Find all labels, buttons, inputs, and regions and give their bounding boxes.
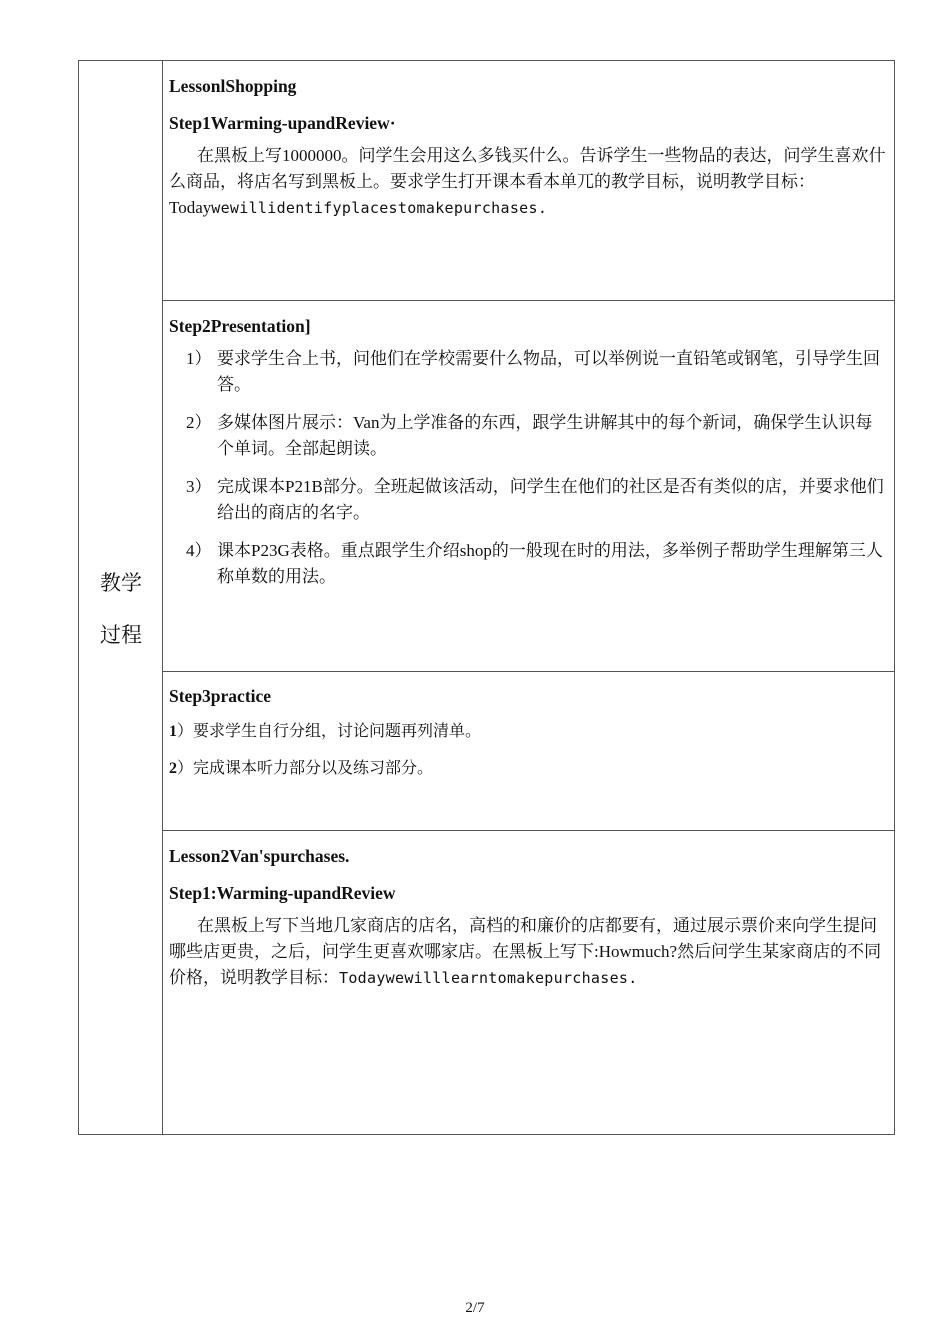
label-line-1: 教学 <box>100 571 142 595</box>
lesson2-step1-title: Step1:Warming-upandReview <box>169 883 396 903</box>
list-item: 2） 多媒体图片展示：Van为上学准备的东西，跟学生讲解其中的每个新词，确保学生认识每个单词。全部起朗读。 <box>186 413 873 458</box>
list-item: 1） 要求学生合上书，问他们在学校需要什么物品，可以举例说一直铅笔或钢笔，引导学生回答。 <box>186 349 880 394</box>
step3-title: Step3practice <box>169 686 272 706</box>
step1-paragraph-cn: 在黑板上写1000000。问学生会用这么多钱买什么。告诉学生一些物品的表达，问学生喜欢什么商品，将店名写到黑板上。要求学生打开课本看本单兀的教学目标，说明教学目标：Today <box>169 146 886 217</box>
lesson2-step1-paragraph <box>169 913 886 991</box>
list-item: 4） 课本P23G表格。重点跟学生介绍shop的一般现在时的用法，多举例子帮助学生理解第三人称单数的用法。 <box>186 541 883 586</box>
teaching-process-label <box>79 557 163 661</box>
label-line-2: 过程 <box>100 623 142 647</box>
list-item: 1）要求学生自行分组，讨论问题再列清单。 <box>169 723 482 740</box>
lesson1-title: LessonlShopping <box>169 76 297 96</box>
step1-paragraph <box>169 143 886 221</box>
step1-paragraph-en: wewillidentifyplacestomakepurchases. <box>211 199 548 217</box>
lesson2-paragraph-cn: 在黑板上写下当地几家商店的店名，高档的和廉价的店都要有，通过展示票价来向学生提问哪些店更贵，之后，问学生更喜欢哪家店。在黑板上写下:Howmuch?然后问学生某家商店的不同价格，说明教学目标： <box>169 916 882 987</box>
list-item: 3） 完成课本P21B部分。全班起做该活动，问学生在他们的社区是否有类似的店，并要求他们给出的商店的名字。 <box>186 477 884 522</box>
step2-title: Step2Presentation] <box>169 316 311 336</box>
section-step2-presentation <box>163 301 894 672</box>
list-item: 2）完成课本听力部分以及练习部分。 <box>169 760 434 777</box>
lesson2-paragraph-en: Todaywewilllearntomakepurchases. <box>339 969 638 987</box>
section-lesson1-step1 <box>163 61 894 301</box>
lesson-plan-table <box>78 60 895 1135</box>
section-lesson2-step1 <box>163 831 894 1134</box>
left-label-column <box>79 61 163 1134</box>
step1-title: Step1Warming-upandReview· <box>169 113 396 133</box>
page-number: 2/7 <box>465 1300 485 1316</box>
step2-list <box>169 346 886 590</box>
section-step3-practice <box>163 672 894 831</box>
lesson2-title: Lesson2Van'spurchases. <box>169 846 350 866</box>
